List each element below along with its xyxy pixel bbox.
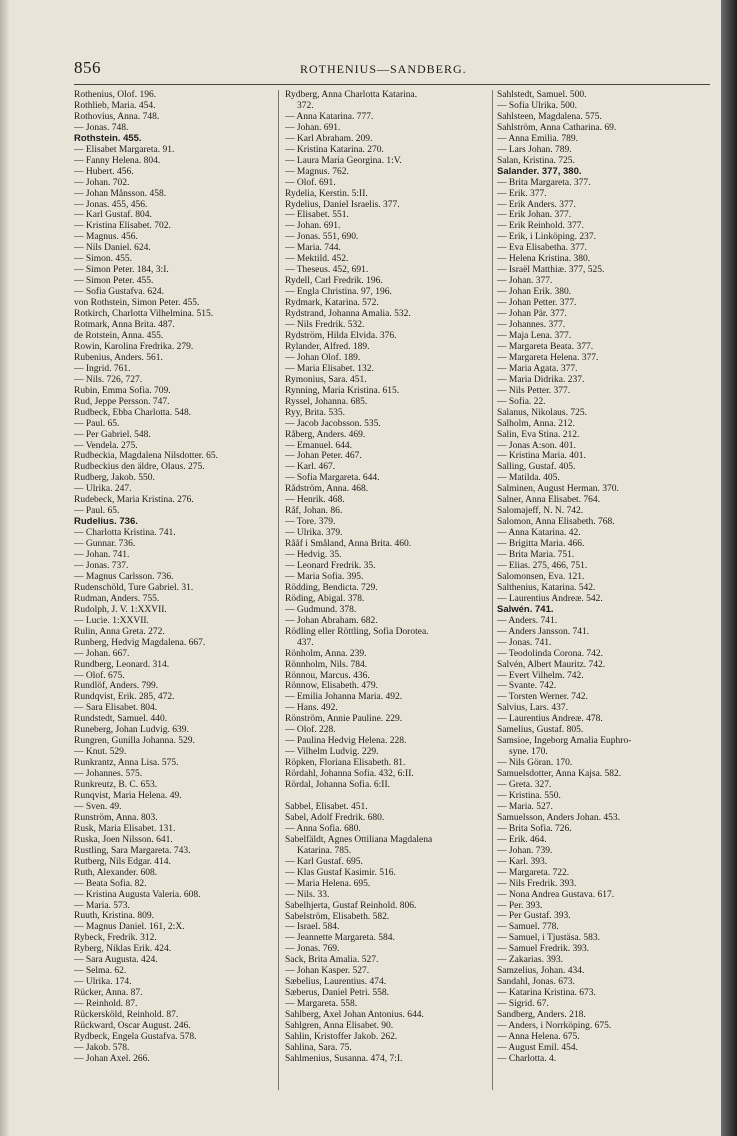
index-entry: — Sofia. 22.	[497, 396, 546, 407]
index-entry: — Charlotta Kristina. 741.	[74, 528, 176, 539]
index-entry: — Magnus. 762.	[285, 166, 349, 177]
index-entry: Sahlstedt, Samuel. 500.	[497, 90, 587, 100]
index-entry: — Nils Göran. 170.	[497, 758, 573, 769]
page-number: 856	[74, 58, 101, 77]
index-entry: Rothovius, Anna. 748.	[74, 111, 160, 122]
index-entry: — Reinhold. 87.	[74, 999, 138, 1010]
index-entry: — Erik. 464.	[497, 834, 547, 845]
index-entry: Ruuth, Kristina. 809.	[74, 911, 154, 922]
index-entry: — Simon Peter. 455.	[74, 276, 154, 287]
index-entry: — Karl Abraham. 209.	[285, 133, 373, 144]
index-entry: Rydmark, Katarina. 572.	[285, 298, 379, 309]
index-entry: Rydström, Hilda Elvida. 376.	[285, 330, 397, 341]
index-entry: — Simon Peter. 184, 3:I.	[74, 265, 169, 276]
index-entry: Runqvist, Maria Helena. 49.	[74, 791, 182, 801]
index-family-heading: Rothstein. 455.	[74, 133, 142, 144]
index-entry: — Ulrika. 247.	[74, 484, 132, 495]
index-entry: — Erik Anders. 377.	[497, 199, 576, 210]
index-entry: Ruth, Alexander. 608.	[74, 867, 158, 878]
index-entry: — Zakarias. 393.	[497, 955, 563, 966]
index-entry: Rothlieb, Maria. 454.	[74, 100, 156, 111]
index-entry: — Margareta. 558.	[285, 999, 358, 1010]
index-entry: — Olof. 691.	[285, 177, 336, 188]
index-entry: Rymonius, Sara. 451.	[285, 374, 367, 385]
index-entry: — Sara Elisabet. 804.	[74, 703, 158, 714]
index-entry: — Anders, i Norrköping. 675.	[497, 1021, 612, 1032]
index-entry: Sæbelius, Laurentius. 474.	[285, 977, 387, 988]
index-entry: — Greta. 327.	[497, 780, 552, 791]
index-entry: Sahlström, Anna Catharina. 69.	[497, 122, 617, 133]
index-entry: Rydell, Carl Fredrik. 196.	[285, 276, 383, 287]
index-entry: Salholm, Anna. 212.	[497, 418, 575, 429]
index-entry: — Sofia Ulrika. 500.	[497, 100, 577, 111]
index-entry: von Rothstein, Simon Peter. 455.	[74, 298, 200, 309]
index-entry: Rudbeckius den äldre, Olaus. 275.	[74, 462, 205, 473]
index-entry: Rybeck, Fredrik. 312.	[74, 933, 157, 944]
index-entry: Salanus, Nikolaus. 725.	[497, 407, 587, 418]
index-entry: — Paul. 65.	[74, 418, 120, 429]
index-entry: Sæberus, Daniel Petri. 558.	[285, 988, 389, 999]
index-entry: — Paul. 65.	[74, 506, 120, 517]
index-entry: — Beata Sofia. 82.	[74, 878, 147, 889]
index-entry: — Jonas. 741.	[497, 637, 552, 648]
index-entry: Ruska, Joen Nilsson. 641.	[74, 834, 173, 845]
index-column-2	[285, 90, 490, 1065]
index-entry: — Samuel. 778.	[497, 922, 559, 933]
index-entry: — Karl Gustaf. 804.	[74, 210, 152, 221]
index-entry: — Helena Kristina. 380.	[497, 254, 591, 265]
index-entry: — Lucie. 1:XXVII.	[74, 615, 149, 626]
index-entry: Rudbeckia, Magdalena Nilsdotter. 65.	[74, 451, 219, 462]
index-entry: Rydberg, Anna Charlotta Katarina.	[285, 90, 418, 100]
index-entry: — Olof. 675.	[74, 670, 125, 681]
index-entry: — Kristina. 550.	[497, 791, 561, 801]
index-entry: — Katarina Kristina. 673.	[497, 988, 596, 999]
index-entry: — Teodolinda Corona. 742.	[497, 648, 604, 659]
index-entry: — Maria Sofia. 395.	[285, 571, 364, 582]
index-entry: Rückersköld, Reinhold. 87.	[74, 1010, 179, 1021]
index-entry: Råf, Johan. 86.	[285, 506, 343, 517]
index-entry: — Leonard Fredrik. 35.	[285, 560, 376, 571]
index-entry: Rödding, Bendicta. 729.	[285, 582, 378, 593]
index-entry: — Gunnar. 736.	[74, 539, 136, 550]
index-entry: Rördahl, Johanna Sofia. 432, 6:II.	[285, 769, 414, 780]
index-entry: — Johan. 702.	[74, 177, 130, 188]
index-entry: — Paulina Hedvig Helena. 228.	[285, 736, 407, 747]
index-entry: — Lars Johan. 789.	[497, 144, 572, 155]
header-rule	[74, 84, 710, 85]
index-entry: Rutberg, Nils Edgar. 414.	[74, 856, 171, 867]
index-entry: Samsioe, Ingeborg Amalia Euphro-	[497, 736, 632, 747]
index-entry: Rudman, Anders. 755.	[74, 593, 160, 604]
index-entry: — Margareta Helena. 377.	[497, 352, 599, 363]
index-family-heading: Salwén. 741.	[497, 604, 554, 615]
index-entry: Sabelström, Elisabeth. 582.	[285, 911, 390, 922]
index-entry: — Anna Katarina. 42.	[497, 528, 581, 539]
section-gap	[285, 791, 490, 802]
index-entry: Rud, Jeppe Persson. 747.	[74, 396, 170, 407]
index-entry: Rundberg, Leonard. 314.	[74, 659, 170, 670]
index-entry: — Johan Axel. 266.	[74, 1053, 150, 1064]
index-entry: — Eva Elisabetha. 377.	[497, 243, 587, 254]
index-entry: — Erik Reinhold. 377.	[497, 221, 584, 232]
index-entry: Rönnholm, Nils. 784.	[285, 659, 368, 670]
index-entry: — Olof. 228.	[285, 725, 336, 736]
index-entry: — Johannes. 377.	[497, 320, 566, 331]
index-entry: — Maria. 573.	[74, 900, 130, 911]
index-entry: Rudenschöld, Ture Gabriel. 31.	[74, 582, 194, 593]
index-entry: — Evert Vilhelm. 742.	[497, 670, 584, 681]
index-entry: Rydstrand, Johanna Amalia. 532.	[285, 309, 411, 320]
index-entry: Rusk, Maria Elisabet. 131.	[74, 823, 176, 834]
index-entry: Samuelsdotter, Anna Kajsa. 582.	[497, 769, 622, 780]
index-entry: — Per Gustaf. 393.	[497, 911, 571, 922]
index-entry: Rustling, Sara Margareta. 743.	[74, 845, 191, 856]
index-entry: — Johan. 691.	[285, 122, 341, 133]
index-entry: — Johan Erik. 380.	[497, 287, 572, 298]
index-entry: — Kristina Augusta Valeria. 608.	[74, 889, 201, 900]
index-entry: — Anders Jansson. 741.	[497, 626, 590, 637]
index-entry: — Johan. 377.	[497, 276, 553, 287]
index-entry: Ryssel, Johanna. 685.	[285, 396, 368, 407]
index-entry: Rowin, Karolina Fredrika. 279.	[74, 341, 194, 352]
index-entry: — Anna Katarina. 777.	[285, 111, 374, 122]
index-entry: Runeberg, Johan Ludvig. 639.	[74, 725, 189, 736]
index-entry: — Maria. 744.	[285, 243, 341, 254]
index-entry: Salling, Gustaf. 405.	[497, 462, 576, 473]
index-entry: — Israël Matthiæ. 377, 525.	[497, 265, 605, 276]
index-entry: — Anders. 741.	[497, 615, 558, 626]
index-entry: Rönnow, Elisabeth. 479.	[285, 681, 379, 692]
index-entry: — Henrik. 468.	[285, 495, 345, 506]
index-entry: Runkrantz, Anna Lisa. 575.	[74, 758, 179, 769]
index-entry: Rudberg, Jakob. 550.	[74, 473, 155, 484]
index-entry-continuation: Katarina. 785.	[297, 845, 352, 856]
index-entry: — Johannes. 575.	[74, 769, 143, 780]
index-entry: — Simon. 455.	[74, 254, 133, 265]
index-entry: Rudbeck, Ebba Charlotta. 548.	[74, 407, 192, 418]
index-entry: — Israel. 584.	[285, 922, 340, 933]
index-entry: Sabelhjerta, Gustaf Reinhold. 806.	[285, 900, 417, 911]
index-entry: Salvius, Lars. 437.	[497, 703, 568, 714]
index-entry: — Kristina Katarina. 270.	[285, 144, 384, 155]
index-entry: Rotmark, Anna Brita. 487.	[74, 320, 175, 331]
index-entry: — Knut. 529.	[74, 747, 127, 758]
index-entry: — Johan. 667.	[74, 648, 130, 659]
index-entry: — Jonas A:son. 401.	[497, 440, 576, 451]
index-entry: Rudolph, J. V. 1:XXVII.	[74, 604, 167, 615]
index-entry: — Nils Fredrik. 532.	[285, 320, 365, 331]
index-entry: — Brigitta Maria. 466.	[497, 539, 585, 550]
index-entry: Rundqvist, Erik. 285, 472.	[74, 692, 175, 703]
index-entry: — Vendela. 275.	[74, 440, 138, 451]
index-entry: — Fanny Helena. 804.	[74, 155, 161, 166]
index-entry: — Erik, i Linköping. 237.	[497, 232, 596, 243]
index-entry: Rulin, Anna Greta. 272.	[74, 626, 165, 637]
index-family-heading: Rudelius. 736.	[74, 517, 138, 528]
index-entry: — Maria Elisabet. 132.	[285, 363, 374, 374]
index-entry: — Karl. 467.	[285, 462, 336, 473]
index-entry: Salthenius, Katarina. 542.	[497, 582, 596, 593]
index-entry: Rönström, Annie Pauline. 229.	[285, 714, 403, 725]
index-entry: Sabbel, Elisabet. 451.	[285, 802, 368, 812]
index-entry: — Emilia Johanna Maria. 492.	[285, 692, 403, 703]
index-entry: — Maria Helena. 695.	[285, 878, 371, 889]
index-entry: — Kristina Elisabet. 702.	[74, 221, 171, 232]
index-entry: — Hedvig. 35.	[285, 550, 342, 561]
index-entry: Runberg, Hedvig Magdalena. 667.	[74, 637, 206, 648]
index-entry: Sandberg, Anders. 218.	[497, 1010, 586, 1021]
index-entry: — Jeannette Margareta. 584.	[285, 933, 395, 944]
index-entry: — Nils. 33.	[285, 889, 330, 900]
index-entry: — Johan. 739.	[497, 845, 553, 856]
index-entry: Sahlsteen, Magdalena. 575.	[497, 111, 602, 122]
index-entry: — Maja Lena. 377.	[497, 330, 572, 341]
index-entry: — Per. 393.	[497, 900, 543, 911]
index-entry: Rothenius, Olof. 196.	[74, 90, 157, 100]
index-entry: — Johan Månsson. 458.	[74, 188, 167, 199]
index-entry: — Brita Margareta. 377.	[497, 177, 591, 188]
index-entry: Sabelfäldt, Agnes Ottiliana Magdalena	[285, 834, 433, 845]
index-entry: — Elisabet Margareta. 91.	[74, 144, 175, 155]
index-entry: Salomon, Anna Elisabeth. 768.	[497, 517, 615, 528]
index-entry: Rudebeck, Maria Kristina. 276.	[74, 495, 194, 506]
index-entry: — Erik Johan. 377.	[497, 210, 572, 221]
index-entry: Sack, Brita Amalia. 527.	[285, 955, 379, 966]
index-entry: — Nils Fredrik. 393.	[497, 878, 577, 889]
index-entry: — Klas Gustaf Kasimir. 516.	[285, 867, 396, 878]
index-entry: — Nils Daniel. 624.	[74, 243, 151, 254]
column-divider	[278, 90, 279, 1090]
index-entry: — Sven. 49.	[74, 801, 122, 812]
index-entry: — Maria Didrika. 237.	[497, 374, 585, 385]
index-entry: Rücker, Anna. 87.	[74, 988, 143, 999]
index-entry: Rydelia, Kerstin. 5:II.	[285, 188, 368, 199]
index-entry-continuation: syne. 170.	[509, 747, 548, 758]
index-entry: — Sara Augusta. 424.	[74, 955, 158, 966]
index-entry: Sahlgren, Anna Elisabet. 90.	[285, 1021, 394, 1032]
index-entry: — Nona Andrea Gustava. 617.	[497, 889, 615, 900]
index-entry: Rådström, Anna. 468.	[285, 484, 369, 495]
index-entry: — Magnus Daniel. 161, 2:X.	[74, 922, 185, 933]
index-entry: — Sofia Margareta. 644.	[285, 473, 380, 484]
index-entry: — Johan Abraham. 682.	[285, 615, 378, 626]
index-entry-continuation: 437.	[297, 637, 314, 648]
index-entry: Ryberg, Niklas Erik. 424.	[74, 944, 172, 955]
index-entry: — Samuel Fredrik. 393.	[497, 944, 590, 955]
index-entry: — Jonas. 748.	[74, 122, 129, 133]
index-entry: Rundstedt, Samuel. 440.	[74, 714, 168, 725]
index-entry: Rydbeck, Engela Gustafva. 578.	[74, 1031, 197, 1042]
index-entry: Rönnou, Marcus. 436.	[285, 670, 370, 681]
index-entry: Sahlmenius, Susanna. 474, 7:I.	[285, 1053, 403, 1064]
index-entry: Samzelius, Johan. 434.	[497, 966, 585, 977]
index-entry: — Kristina Maria. 401.	[497, 451, 586, 462]
index-entry: — Nils Petter. 377.	[497, 385, 571, 396]
index-entry: Salomonsen, Eva. 121.	[497, 571, 585, 582]
index-entry: — Brita Maria. 751.	[497, 550, 575, 561]
index-entry: — Erik. 377.	[497, 188, 547, 199]
index-entry: — Anna Sofia. 680.	[285, 823, 361, 834]
index-entry: Samelius, Gustaf. 805.	[497, 725, 584, 736]
index-entry: — Elisabet. 551.	[285, 210, 349, 221]
book-edge-shadow	[721, 0, 737, 1136]
index-entry: Rylander, Alfred. 189.	[285, 341, 370, 352]
index-entry: — Tore. 379.	[285, 517, 336, 528]
column-divider	[492, 90, 493, 1090]
index-entry: — Ulrika. 174.	[74, 977, 132, 988]
index-entry: Salminen, August Herman. 370.	[497, 484, 619, 495]
index-entry: — Karl. 393.	[497, 856, 548, 867]
index-entry: — Johan Olof. 189.	[285, 352, 361, 363]
index-entry: Sahlin, Kristoffer Jakob. 262.	[285, 1032, 398, 1043]
index-entry: — Maria Agata. 377.	[497, 363, 578, 374]
index-entry: — Jonas. 769.	[285, 944, 340, 955]
index-entry: — Elias. 275, 466, 751.	[497, 560, 588, 571]
index-entry: — Matilda. 405.	[497, 473, 560, 484]
index-entry: Rååf i Småland, Anna Brita. 460.	[285, 539, 412, 550]
index-entry: Rubenius, Anders. 561.	[74, 352, 163, 363]
index-entry: — Johan Pär. 377.	[497, 309, 567, 320]
index-entry: — Johan. 741.	[74, 550, 130, 561]
index-entry: — August Emil. 454.	[497, 1042, 579, 1053]
index-entry: — Emanuel. 644.	[285, 440, 353, 451]
index-entry: Runkreutz, B. C. 653.	[74, 780, 158, 791]
index-entry: Rotkirch, Charlotta Vilhelmina. 515.	[74, 309, 214, 320]
index-entry: — Anna Helena. 675.	[497, 1031, 580, 1042]
index-entry-continuation: 372.	[297, 100, 314, 111]
index-entry: — Jakob. 578.	[74, 1042, 130, 1053]
index-entry: Samuelsson, Anders Johan. 453.	[497, 812, 620, 823]
page-gutter-shadow	[0, 0, 10, 1136]
index-entry: — Jonas. 455, 456.	[74, 199, 148, 210]
index-entry: — Svante. 742.	[497, 681, 557, 692]
index-entry: — Margareta Beata. 377.	[497, 341, 594, 352]
index-entry: Rydelius, Daniel Israelis. 377.	[285, 199, 400, 210]
index-entry: Rückward, Oscar August. 246.	[74, 1021, 191, 1032]
index-entry: Runström, Anna. 803.	[74, 812, 158, 823]
index-entry: — Ingrid. 761.	[74, 363, 131, 374]
index-entry: Rördal, Johanna Sofia. 6:II.	[285, 780, 391, 791]
index-entry: — Sofia Gustafva. 624.	[74, 287, 164, 298]
index-entry: Sahlina, Sara. 75.	[285, 1042, 352, 1053]
index-entry: — Magnus Carlsson. 736.	[74, 571, 174, 582]
index-entry: — Mektild. 452.	[285, 254, 349, 265]
index-entry: Rynning, Maria Kristina. 615.	[285, 385, 400, 396]
index-entry: Salan, Kristina. 725.	[497, 155, 575, 166]
index-entry: — Jonas. 737.	[74, 560, 129, 571]
index-entry: Salvén, Albert Mauritz. 742.	[497, 659, 606, 670]
index-entry: Rönholm, Anna. 239.	[285, 648, 367, 659]
index-entry: Salner, Anna Elisabet. 764.	[497, 495, 601, 506]
index-entry: — Margareta. 722.	[497, 867, 570, 878]
index-entry: — Engla Christina. 97, 196.	[285, 287, 392, 298]
index-entry: — Per Gabriel. 548.	[74, 429, 151, 440]
index-entry: Rundlöf, Anders. 799.	[74, 681, 159, 692]
index-entry: Sabel, Adolf Fredrik. 680.	[285, 812, 385, 823]
index-entry: Rungren, Gunilla Johanna. 529.	[74, 736, 195, 747]
index-entry: — Laurentius Andreæ. 542.	[497, 593, 603, 604]
index-entry: — Magnus. 456.	[74, 232, 138, 243]
index-entry: — Laura Maria Georgina. 1:V.	[285, 155, 402, 166]
index-entry: — Nils. 726, 727.	[74, 374, 143, 385]
index-entry: — Johan Kasper. 527.	[285, 966, 370, 977]
index-entry: Ryy, Brita. 535.	[285, 407, 345, 418]
index-entry: Salin, Eva Stina. 212.	[497, 429, 580, 440]
index-entry: — Samuel, i Tjustäsa. 583.	[497, 933, 600, 944]
index-entry: — Jacob Jacobsson. 535.	[285, 418, 381, 429]
index-column-1	[74, 90, 271, 1065]
index-entry: — Hans. 492.	[285, 703, 338, 714]
index-entry: — Selma. 62.	[74, 966, 127, 977]
index-entry: — Charlotta. 4.	[497, 1053, 557, 1064]
index-entry: de Rotstein, Anna. 455.	[74, 330, 164, 341]
index-entry: — Vilhelm Ludvig. 229.	[285, 747, 379, 758]
running-title: ROTHENIUS—SANDBERG.	[300, 62, 467, 76]
index-column-3	[497, 90, 712, 1065]
index-entry: — Anna Emilia. 789.	[497, 133, 579, 144]
index-entry: Råberg, Anders. 469.	[285, 429, 366, 440]
index-entry: — Hubert. 456.	[74, 166, 134, 177]
index-entry: Rubin, Emma Sofia. 709.	[74, 385, 171, 396]
index-entry: — Karl Gustaf. 695.	[285, 856, 363, 867]
index-entry: — Theseus. 452, 691.	[285, 265, 369, 276]
index-entry: — Laurentius Andreæ. 478.	[497, 714, 603, 725]
index-entry: Salomajeff, N. N. 742.	[497, 506, 584, 517]
index-entry: Röpken, Floriana Elisabeth. 81.	[285, 758, 406, 769]
index-entry: — Gudmund. 378.	[285, 604, 357, 615]
index-entry: Sandahl, Jonas. 673.	[497, 977, 575, 988]
index-entry: — Jonas. 551, 690.	[285, 232, 359, 243]
index-entry: — Johan. 691.	[285, 221, 341, 232]
index-entry: — Ulrika. 379.	[285, 528, 343, 539]
index-entry: — Johan Peter. 467.	[285, 451, 362, 462]
index-entry: — Brita Sofia. 726.	[497, 823, 572, 834]
index-entry: Sahlberg, Axel Johan Antonius. 644.	[285, 1010, 424, 1021]
index-entry: — Johan Petter. 377.	[497, 298, 577, 309]
index-entry: Röding, Abigal. 378.	[285, 593, 365, 604]
index-entry: Rödling eller Röttling, Sofia Dorotea.	[285, 626, 429, 637]
index-entry: — Torsten Werner. 742.	[497, 692, 588, 703]
index-entry: — Maria. 527.	[497, 801, 553, 812]
index-family-heading: Salander. 377, 380.	[497, 166, 582, 177]
index-entry: — Sigrid. 67.	[497, 999, 549, 1010]
